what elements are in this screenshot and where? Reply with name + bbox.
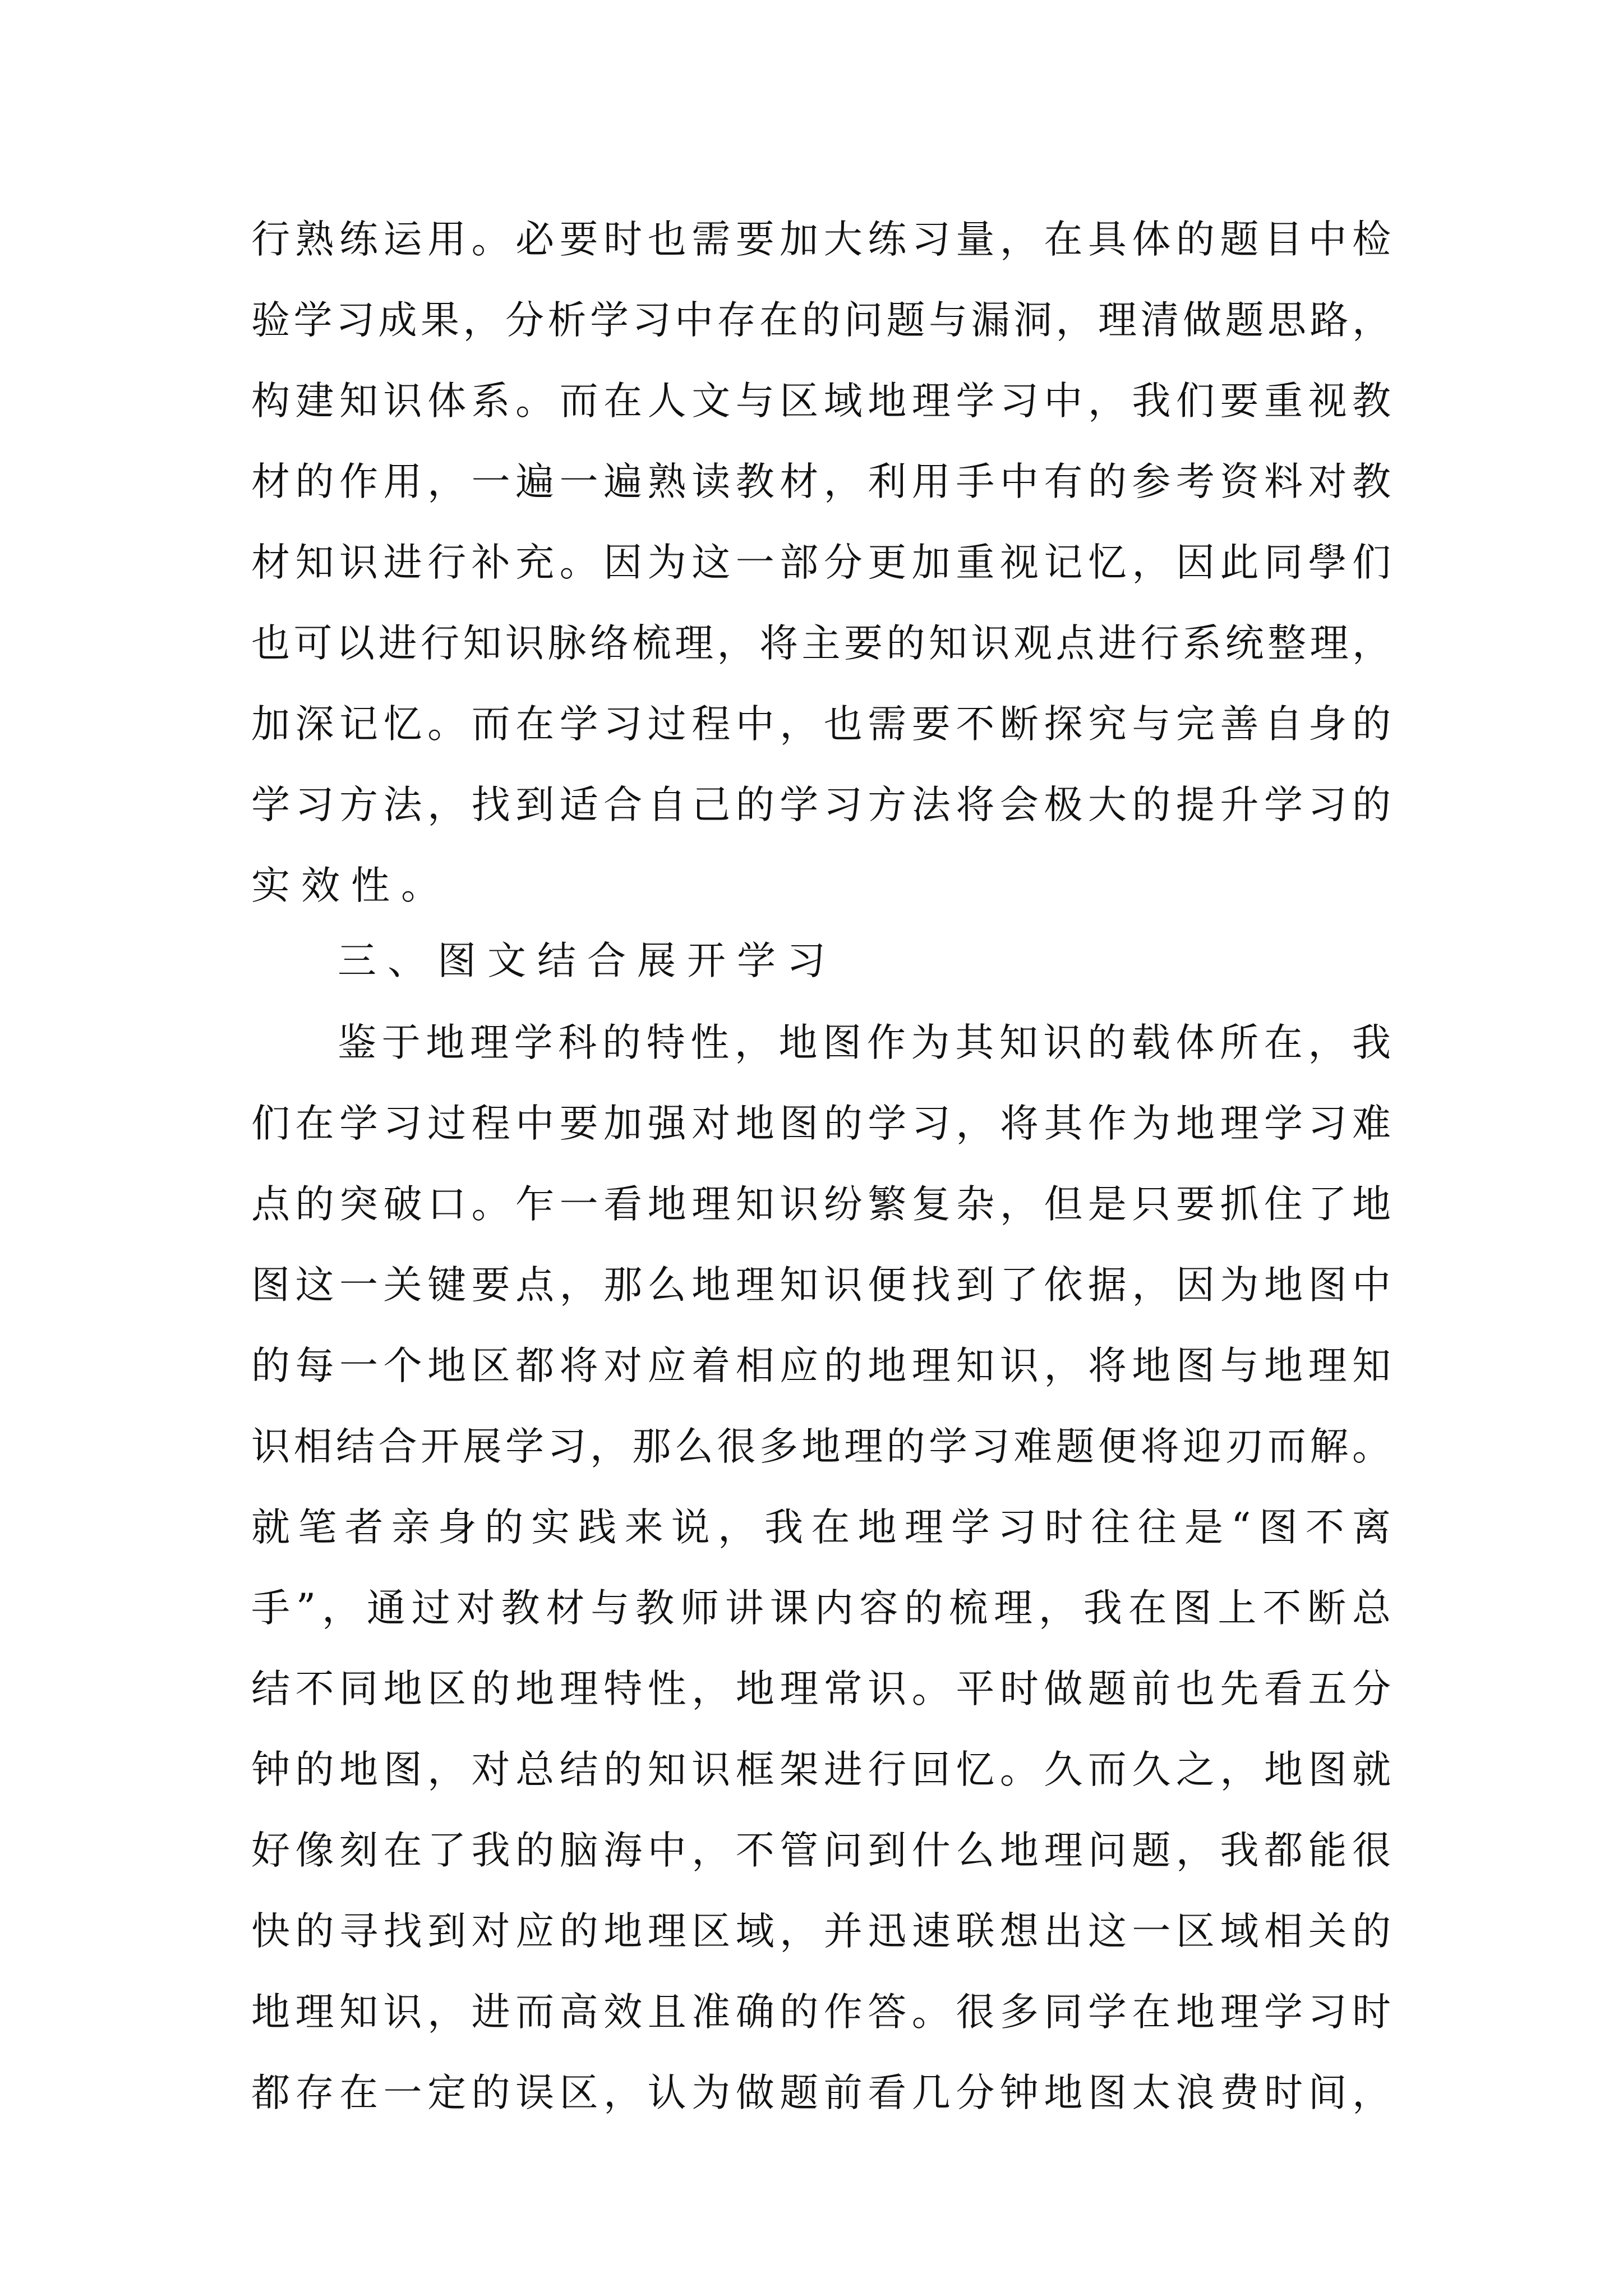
paragraph-line: 材的作用，一遍一遍熟读教材，利用手中有的参考资料对教 xyxy=(251,459,1391,504)
paragraph-line: 地理知识，进而高效且准确的作答。很多同学在地理学习时 xyxy=(251,1990,1391,2035)
paragraph-line: 手”，通过对教材与教师讲课内容的梳理，我在图上不断总 xyxy=(251,1586,1391,1631)
paragraph-line: 钟的地图，对总结的知识框架进行回忆。久而久之，地图就 xyxy=(251,1747,1391,1792)
section-heading: 三、图文结合展开学习 xyxy=(338,938,837,983)
paragraph-line: 验学习成果，分析学习中存在的问题与漏洞，理清做题思路， xyxy=(251,298,1391,343)
paragraph-line: 材知识进行补充。因为这一部分更加重视记忆，因此同學们 xyxy=(251,540,1391,585)
paragraph-line: 图这一关键要点，那么地理知识便找到了依据，因为地图中 xyxy=(251,1263,1391,1308)
paragraph-line: 加深记忆。而在学习过程中，也需要不断探究与完善自身的 xyxy=(251,702,1391,747)
paragraph-line: 构建知识体系。而在人文与区域地理学习中，我们要重视教 xyxy=(251,379,1391,424)
paragraph-line: 点的突破口。乍一看地理知识纷繁复杂，但是只要抓住了地 xyxy=(251,1182,1391,1227)
paragraph-line: 们在学习过程中要加强对地图的学习，将其作为地理学习难 xyxy=(251,1101,1391,1146)
paragraph-line: 也可以进行知识脉络梳理，将主要的知识观点进行系统整理， xyxy=(251,621,1391,666)
paragraph-line: 鉴于地理学科的特性，地图作为其知识的载体所在，我 xyxy=(338,1020,1391,1065)
paragraph-line: 好像刻在了我的脑海中，不管问到什么地理问题，我都能很 xyxy=(251,1828,1391,1873)
paragraph-line: 的每一个地区都将对应着相应的地理知识，将地图与地理知 xyxy=(251,1343,1391,1388)
paragraph-line: 都存在一定的误区，认为做题前看几分钟地图太浪费时间， xyxy=(251,2070,1391,2115)
paragraph-line: 行熟练运用。必要时也需要加大练习量，在具体的题目中检 xyxy=(251,217,1391,262)
paragraph-line: 就笔者亲身的实践来说，我在地理学习时往往是“图不离 xyxy=(251,1505,1391,1550)
paragraph-line: 快的寻找到对应的地理区域，并迅速联想出这一区域相关的 xyxy=(251,1909,1391,1954)
paragraph-line: 识相结合开展学习，那么很多地理的学习难题便将迎刃而解。 xyxy=(251,1424,1391,1469)
paragraph-line: 学习方法，找到适合自己的学习方法将会极大的提升学习的 xyxy=(251,783,1391,827)
paragraph-line: 结不同地区的地理特性，地理常识。平时做题前也先看五分 xyxy=(251,1667,1391,1711)
paragraph-line: 实效性。 xyxy=(251,863,451,908)
